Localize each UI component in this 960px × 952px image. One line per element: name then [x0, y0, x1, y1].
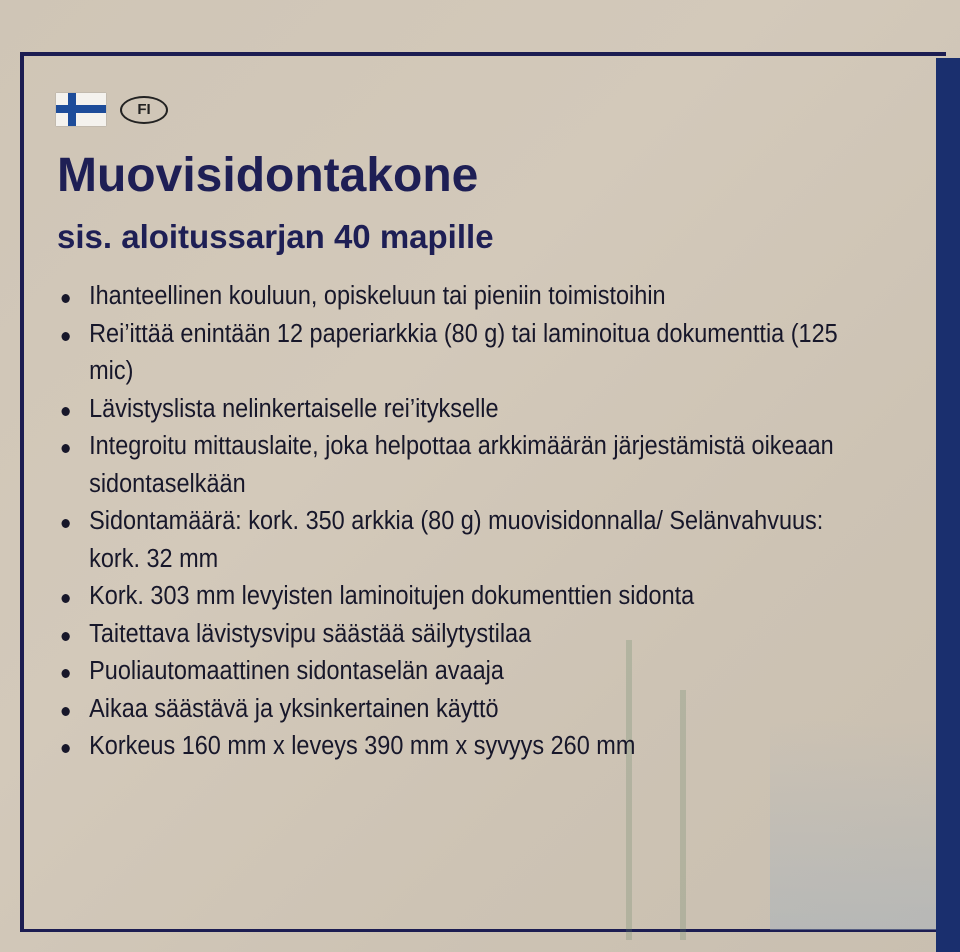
- finland-flag-icon: [56, 93, 106, 126]
- product-title: Muovisidontakone: [57, 149, 479, 202]
- feature-item: Integroitu mittauslaite, joka helpottaa arkkimäärän järjestämistä oikeaan sidontaselkään: [56, 428, 847, 503]
- country-code-badge: FI: [120, 96, 168, 124]
- feature-item: Aikaa säästävä ja yksinkertainen käyttö: [56, 691, 847, 729]
- product-subtitle: sis. aloitussarjan 40 mapille: [57, 218, 494, 255]
- blue-edge-band: [936, 58, 960, 952]
- feature-item: Lävistyslista nelinkertaiselle rei’itykselle: [56, 391, 847, 429]
- feature-item: Ihanteellinen kouluun, opiskeluun tai pieniin toimistoihin: [56, 278, 847, 316]
- feature-item: Puoliautomaattinen sidontaselän avaaja: [56, 653, 847, 691]
- feature-item: Korkeus 160 mm x leveys 390 mm x syvyys 260 mm: [56, 728, 847, 766]
- feature-item: Taitettava lävistysvipu säästää säilytystilaa: [56, 616, 847, 654]
- feature-item: Sidontamäärä: kork. 350 arkkia (80 g) muovisidonnalla/ Selänvahvuus: kork. 32 mm: [56, 503, 847, 578]
- feature-list: [56, 278, 916, 766]
- feature-item: Kork. 303 mm levyisten laminoitujen dokumenttien sidonta: [56, 578, 847, 616]
- feature-item: Rei’ittää enintään 12 paperiarkkia (80 g) tai laminoitua dokumenttia (125 mic): [56, 316, 847, 391]
